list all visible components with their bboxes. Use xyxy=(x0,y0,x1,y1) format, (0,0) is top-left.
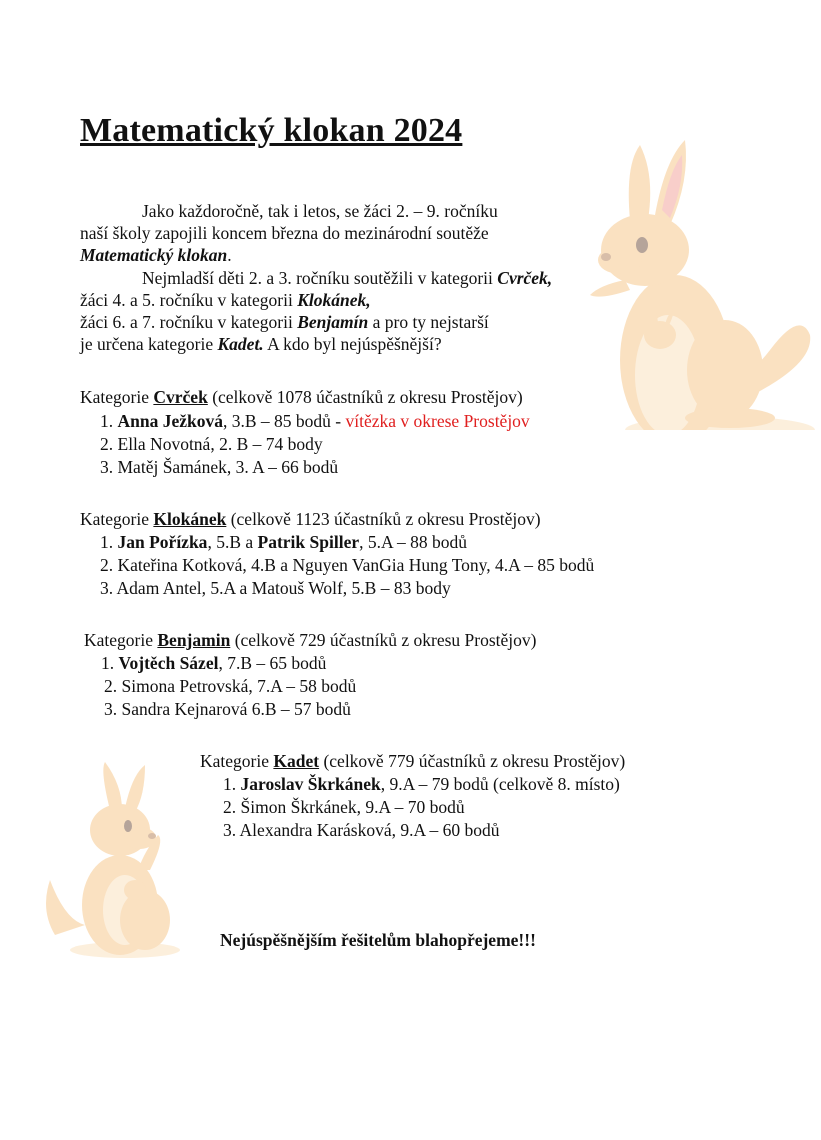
category-header: Kategorie Cvrček (celkově 1078 účastníků z okresu Prostějov) xyxy=(80,387,523,407)
intro-line-5: žáci 4. a 5. ročníku v kategorii Klokánek, xyxy=(80,290,371,310)
kangaroo-illustration-top-right xyxy=(570,120,820,430)
page-title: Matematický klokan 2024 xyxy=(80,112,463,149)
list-item: 1. Vojtěch Sázel, 7.B – 65 bodů xyxy=(101,653,327,673)
kangaroo-with-joey-icon xyxy=(46,762,180,958)
intro-line-2: naší školy zapojili koncem března do mezinárodní soutěže xyxy=(80,223,489,243)
list-item: 3. Matěj Šamánek, 3. A – 66 bodů xyxy=(100,457,339,477)
contest-name: Matematický klokan xyxy=(80,245,228,265)
list-item: 1. Anna Ježková, 3.B – 85 bodů - vítězka v okrese Prostějov xyxy=(100,411,530,431)
list-item: 3. Alexandra Karásková, 9.A – 60 bodů xyxy=(223,820,500,840)
category-header: Kategorie Benjamin (celkově 729 účastníků z okresu Prostějov) xyxy=(84,630,537,650)
intro-line-3: Matematický klokan. xyxy=(80,245,232,265)
list-item: 3. Sandra Kejnarová 6.B – 57 bodů xyxy=(104,699,351,719)
list-item: 2. Simona Petrovská, 7.A – 58 bodů xyxy=(104,676,357,696)
kangaroo-with-joey-icon xyxy=(590,140,815,430)
list-item: 2. Kateřina Kotková, 4.B a Nguyen VanGia Hung Tony, 4.A – 85 bodů xyxy=(100,555,595,575)
list-item: 2. Ella Novotná, 2. B – 74 body xyxy=(100,434,323,454)
list-item: 3. Adam Antel, 5.A a Matouš Wolf, 5.B – 83 body xyxy=(100,578,451,598)
list-item: 1. Jaroslav Škrkánek, 9.A – 79 bodů (celkově 8. místo) xyxy=(223,774,620,794)
intro-line-4: Nejmladší děti 2. a 3. ročníku soutěžili v kategorii Cvrček, xyxy=(142,268,553,288)
winner-note: vítězka v okrese Prostějov xyxy=(345,411,530,431)
list-item: 1. Jan Pořízka, 5.B a Patrik Spiller, 5.A – 88 bodů xyxy=(100,532,468,552)
kangaroo-illustration-bottom-left xyxy=(40,760,190,960)
list-item: 2. Šimon Škrkánek, 9.A – 70 bodů xyxy=(223,797,465,817)
intro-line-1: Jako každoročně, tak i letos, se žáci 2. – 9. ročníku xyxy=(142,201,498,221)
category-header: Kategorie Klokánek (celkově 1123 účastníků z okresu Prostějov) xyxy=(80,509,541,529)
intro-line-6: žáci 6. a 7. ročníku v kategorii Benjamín a pro ty nejstarší xyxy=(80,312,489,332)
intro-line-7: je určena kategorie Kadet. A kdo byl nejúspěšnější? xyxy=(80,334,442,354)
category-header: Kategorie Kadet (celkově 779 účastníků z okresu Prostějov) xyxy=(200,751,626,771)
congratulations-text: Nejúspěšnějším řešitelům blahopřejeme!!! xyxy=(220,930,536,950)
